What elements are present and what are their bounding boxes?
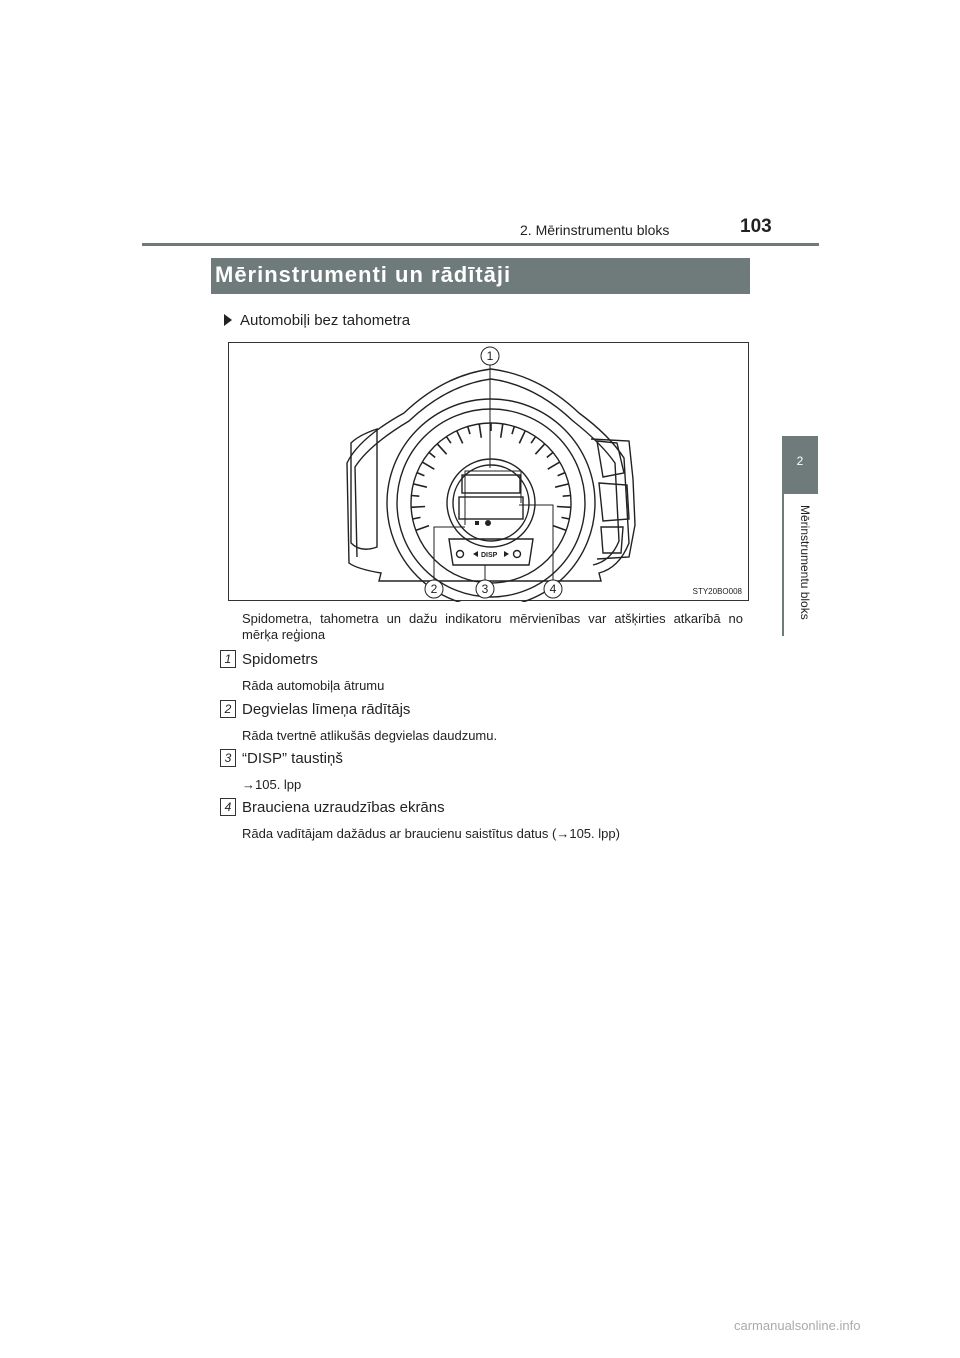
speedometer-tick xyxy=(411,507,425,508)
header-section-title: 2. Mērinstrumentu bloks xyxy=(520,222,670,238)
variant-label xyxy=(224,312,410,329)
item-description: Rāda vadītājam dažādus ar braucienu saistītus datus (→105. lpp) xyxy=(242,826,620,841)
speedometer-tick xyxy=(558,473,565,476)
side-tab-label: Mērinstrumentu bloks xyxy=(798,505,812,620)
speedometer-tick xyxy=(446,437,451,444)
speedometer-tick xyxy=(437,444,446,454)
header-rule xyxy=(142,243,819,246)
speedometer-tick xyxy=(468,427,470,435)
page-number: 103 xyxy=(740,216,772,237)
speedometer-tick xyxy=(553,526,566,531)
speedometer-tick xyxy=(548,462,560,469)
speedometer-tick xyxy=(562,517,570,519)
item-description: Rāda tvertnē atlikušās degvielas daudzumu. xyxy=(242,728,498,743)
speedometer-tick xyxy=(429,452,435,457)
speedometer-tick xyxy=(563,496,571,497)
speedometer-tick xyxy=(422,462,434,469)
speedometer-tick xyxy=(417,473,424,476)
watermark: carmanualsonline.info xyxy=(734,1318,861,1333)
speedometer-tick xyxy=(555,484,569,487)
section-heading-bar xyxy=(211,258,750,294)
item-number-badge: 3 xyxy=(220,749,236,767)
triangle-bullet-icon xyxy=(224,314,232,326)
item-number-badge: 4 xyxy=(220,798,236,816)
speedometer-tick xyxy=(457,431,463,444)
instrument-cluster-figure xyxy=(228,342,749,601)
speedometer-tick xyxy=(535,444,544,454)
item-description: Rāda automobiļa ātrumu xyxy=(242,678,385,693)
speedometer-tick xyxy=(557,507,571,508)
instrument-cluster-illustration xyxy=(229,343,750,602)
figure-code: STY20BO008 xyxy=(692,587,742,596)
speedometer-tick xyxy=(416,526,429,531)
callout-2: 2 xyxy=(430,582,438,596)
item-number-badge: 1 xyxy=(220,650,236,668)
callout-1: 1 xyxy=(486,349,494,363)
side-chapter-tab xyxy=(782,436,818,494)
section-title: Mērinstrumenti un rādītāji xyxy=(215,262,512,287)
item-title: Brauciena uzraudzības ekrāns xyxy=(242,799,445,816)
speedometer-tick xyxy=(531,437,536,444)
speedometer-tick xyxy=(501,424,503,438)
speedometer-tick xyxy=(547,452,553,457)
item-title: “DISP” taustiņš xyxy=(242,750,343,767)
speedometer-tick xyxy=(519,431,525,444)
item-number-badge: 2 xyxy=(220,700,236,718)
item-description: →105. lpp xyxy=(242,777,302,792)
speedometer-ticks xyxy=(411,423,571,530)
callout-4: 4 xyxy=(549,582,557,596)
speedometer-tick xyxy=(512,427,514,435)
figure-note: Spidometra, tahometra un dažu indikatoru mērvienības var atšķirties atkarībā no mērķa reģiona xyxy=(242,611,743,642)
speedometer-tick xyxy=(413,484,427,487)
side-tab-line xyxy=(782,494,784,636)
speedometer-tick xyxy=(413,517,421,519)
disp-button-label: DISP xyxy=(481,552,498,559)
item-title: Degvielas līmeņa rādītājs xyxy=(242,701,411,718)
speedometer-tick xyxy=(411,496,419,497)
speedometer-tick xyxy=(479,424,481,438)
variant-label-text: Automobiļi bez tahometra xyxy=(240,312,411,329)
side-tab-number: 2 xyxy=(796,454,804,468)
callout-3: 3 xyxy=(481,582,489,596)
item-title: Spidometrs xyxy=(242,651,318,668)
